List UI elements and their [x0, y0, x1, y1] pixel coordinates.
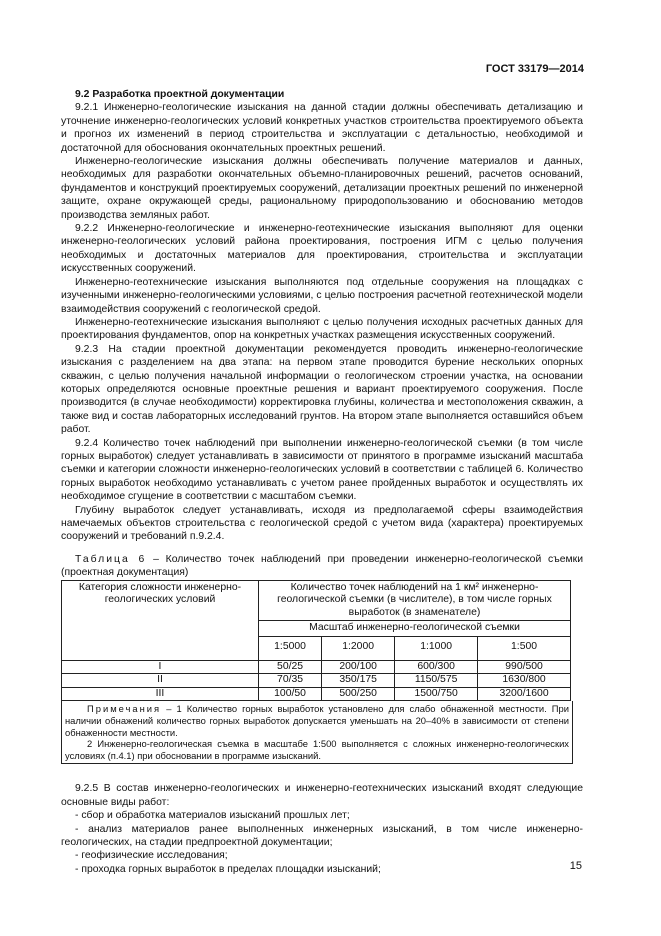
table-row: [62, 660, 571, 674]
table-row: [62, 687, 571, 701]
table-cell: 990/500: [478, 660, 571, 674]
note-1-text: – 1 Количество горных выработок установлено для слабо обнаженной местности. При наличии обнажений количество горных выработок допускается уменьшать на 20–40% в зависимости от степени обнаженности местности.: [65, 703, 569, 738]
document-code: ГОСТ 33179—2014: [485, 63, 584, 75]
table-cell: 500/250: [322, 687, 395, 701]
table-cell-category: I: [62, 660, 259, 674]
table-note-1: [65, 703, 569, 738]
section-title: 9.2 Разработка проектной документации: [75, 89, 285, 100]
table-cell: 3200/1600: [478, 687, 571, 701]
observation-points-table: [61, 580, 571, 702]
page-number: 15: [569, 860, 582, 872]
table-cell: 1500/750: [395, 687, 478, 701]
table-scale-cell: 1:5000: [259, 637, 322, 661]
table-cell: 350/175: [322, 674, 395, 688]
table-scale-cell: 1:500: [478, 637, 571, 661]
paragraph: 9.2.4 Количество точек наблюдений при выполнении инженерно-геологической съемки (в том числе горных выработок) следует устанавливать в зависимости от принятого в программе изысканий масштаба съемки и категории сложности инженерно-геологических условий в соответствии с таблицей 6. Количество горных выработок необходимо устанавливать с учетом ранее пройденных выработок и осуществлять их необходимое сгущение в соответствии с масштабом съемки.: [61, 437, 583, 503]
paragraph: 9.2.3 На стадии проектной документации рекомендуется проводить инженерно-геологические изыскания с разделением на два этапа: на первом этапе проводится бурение нескольких опорных скважин, с целью получения начальной информации о геологическом строении участка, на основании которых определяются основные проектные решения и вариант проектируемого сооружения. После производится (в случае необходимости) корректировка глубины, количества и местоположения скважин, а также вид и состав лабораторных исследований грунтов. На втором этапе выполняется оставшийся объем работ.: [61, 343, 583, 436]
paragraph: Инженерно-геологические изыскания должны обеспечивать получение материалов и данных, необходимых для разработки окончательных объемно-планировочных решений, расчетов оснований, фундаментов и конструкций проектируемых сооружений, детализации проектных решений по инженерной защите, охране окружающей среды, рациональному природопользованию и обоснованию методов производства земляных работ.: [61, 156, 583, 221]
table-row: [62, 674, 571, 688]
list-item: - анализ материалов ранее выполненных инженерных изысканий, в том числе инженерно-геологических, на стадии предпроектной документации;: [61, 823, 583, 848]
list-item: - сбор и обработка материалов изысканий прошлых лет;: [75, 810, 350, 822]
table-scale-cell: 1:2000: [322, 637, 395, 661]
paragraph: 9.2.2 Инженерно-геологические и инженерно-геотехнические изыскания выполняют для оценки инженерно-геологических условий района проектирования, построения ИГМ с целью получения необходимых и достаточных материалов для проектирования, строительства и эксплуатации искусственных сооружений.: [61, 223, 583, 275]
table-col-header-scale: Масштаб инженерно-геологической съемки: [259, 621, 571, 637]
table-note-2: 2 Инженерно-геологическая съемка в масштабе 1:500 выполняется с сложных инженерно-геологических условиях (п.4.1) при обосновании в программе изысканий.: [65, 738, 569, 761]
paragraph: Инженерно-геотехнические изыскания выполняются под отдельные сооружения на площадках с изученными инженерно-геологическими условиями, с целью построения расчетной геотехнической модели взаимодействия сооружений с геологической средой.: [61, 276, 583, 315]
table-col-header-points: Количество точек наблюдений на 1 км² инженерно-геологической съемки (в числителе), в том числе горных выработок (в знаменателе): [259, 580, 571, 621]
table-col-header-category: Категория сложности инженерно-геологических условий: [62, 580, 259, 660]
page-content: [61, 88, 583, 876]
table-cell: 1630/800: [478, 674, 571, 688]
table-cell: 100/50: [259, 687, 322, 701]
table-caption-prefix: Таблица 6: [75, 553, 147, 565]
paragraph: 9.2.1 Инженерно-геологические изыскания на данной стадии должны обеспечивать детализацию и уточнение инженерно-геологических условий конкретных участков строительства проектируемого объекта и прогноз их изменений в период строительства и эксплуатации с детальностью, необходимой и достаточной для обоснования окончательных проектных решений.: [61, 102, 583, 154]
list-item: - геофизические исследования;: [75, 850, 228, 862]
table-cell: 50/25: [259, 660, 322, 674]
notes-label: Примечания: [87, 703, 162, 715]
table-cell: 200/100: [322, 660, 395, 674]
table-cell: 70/35: [259, 674, 322, 688]
table-cell: 600/300: [395, 660, 478, 674]
work-types-list: [61, 782, 583, 876]
table-notes: [61, 701, 573, 764]
table-scale-cell: 1:1000: [395, 637, 478, 661]
table-caption-text: – Количество точек наблюдений при проведении инженерно-геологической съемки (проектная документация): [61, 553, 584, 579]
table-cell-category: II: [62, 674, 259, 688]
table-caption: [61, 553, 583, 580]
table-cell: 1150/575: [395, 674, 478, 688]
paragraph: Инженерно-геотехнические изыскания выполняют с целью получения исходных расчетных данных для проектирования фундаментов, опор на конкретных участках размещения искусственных сооружений.: [61, 316, 583, 342]
paragraph: Глубину выработок следует устанавливать, исходя из предполагаемой сферы взаимодействия намечаемых объектов строительства с геологической средой с учетом вида (характера) проектируемых сооружений и требований п.9.2.4.: [61, 504, 583, 543]
paragraph: 9.2.5 В состав инженерно-геологических и инженерно-геотехнических изысканий входят следующие основные виды работ:: [61, 783, 583, 808]
table-cell-category: III: [62, 687, 259, 701]
list-item: - проходка горных выработок в пределах площадки изысканий;: [75, 863, 381, 875]
